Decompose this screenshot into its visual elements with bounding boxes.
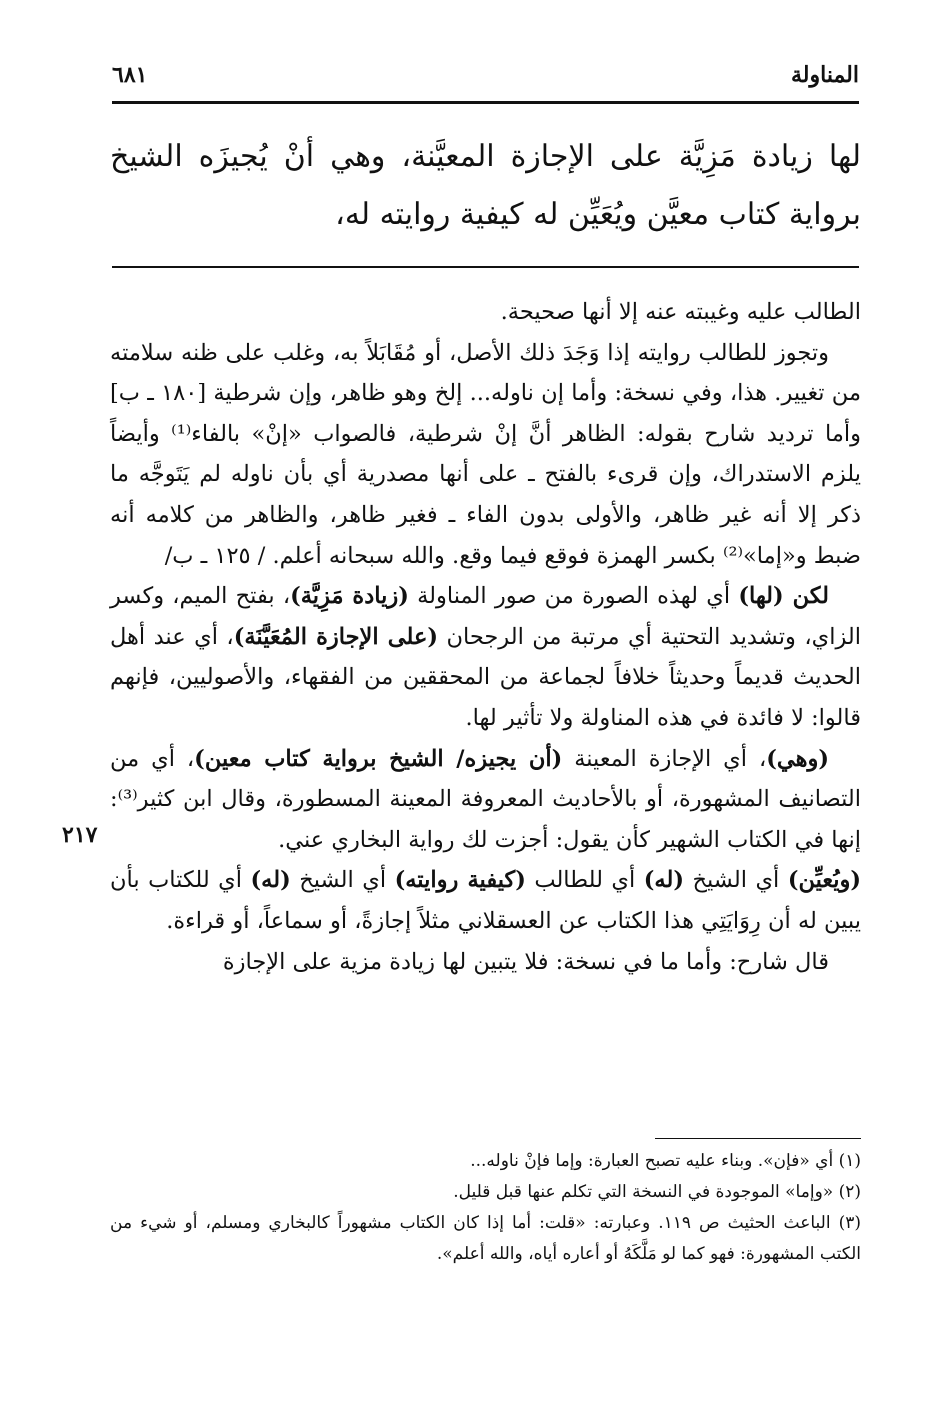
bold-phrase: (على الإجازة المُعَيَّنَة) [233, 623, 439, 650]
footnotes [110, 1146, 861, 1270]
header-rule [112, 101, 859, 104]
footnote-3: (٣) الباعث الحثيث ص ١١٩. وعبارته: «قلت: أما إذا كان الكتاب مشهوراً كالبخاري ومسلم، أو شيء من الكتب المشهورة: فهو كما لو مَلَّكَهُ أو أعاره أياه، والله أعلم». [110, 1213, 861, 1264]
bold-phrase: (أن يجيزه/ الشيخ برواية كتاب معين) [194, 745, 563, 772]
paragraph-3 [110, 576, 861, 738]
chapter-title: المناولة [791, 62, 859, 88]
text-run: أي الشيخ [290, 867, 395, 894]
text-run: أي للطالب [525, 867, 644, 894]
footnote-1: (١) أي «فإن». وبناء عليه تصبح العبارة: وإما فإنْ ناوله... [470, 1151, 861, 1171]
paragraph-2: وتجوز للطالب روايته إذا وَجَدَ ذلك الأصل، أو مُقَابَلاً به، وغلب على ظنه سلامته من تغيير. هذا، وفي نسخة: وأما إن ناوله... إلخ وهو ظاهر، وإن شرطية [١٨٠ ـ ب] وأما ترديد شارح بقوله: الظاهر أنَّ إنْ شرطية، فالصواب «إنْ» بالفاء⁽¹⁾ وأيضاً يلزم الاستدراك، وإن قرىء بالفتح ـ على أنها مصدرية أي بأن ناوله لم يَتَوجَّه ما ذكر إلا أنه غير ظاهر، والأولى بدون الفاء ـ فغير ظاهر، والظاهر من كلامه أنه ضبط و«إما»⁽²⁾ بكسر الهمزة فوقع فيما وقع. والله سبحانه أعلم. / ١٢٥ ـ ب/ [110, 339, 861, 569]
paragraph-1: الطالب عليه وغيبته عنه إلا أنها صحيحة. [500, 299, 861, 325]
bold-phrase: (كيفية روايته) [394, 867, 526, 894]
text-run: أي للكتاب بأن يبين له أن رِوَايَتِي هذا الكتاب عن العسقلاني مثلاً إجازةً، أو سماعاً، أو قراءة. [110, 867, 861, 934]
text-run: ، أي عند أهل الحديث قديماً وحديثاً خلافاً لجماعة من المحققين من الفقهاء، والأصوليين، فإنهم قالوا: لا فائدة في هذه المناولة ولا تأثير لها. [110, 623, 861, 731]
margin-page-reference: ٢١٧ [62, 822, 98, 848]
matn-text: لها زيادة مَزِيَّة على الإجازة المعيَّنة، وهي أنْ يُجيزَه الشيخ برواية كتاب معيَّن ويُعَيِّن له كيفية روايته له، [110, 139, 861, 232]
text-run: أي الشيخ [683, 867, 788, 894]
footnote-separator [655, 1138, 861, 1139]
bold-phrase: (زيادة مَزِيَّة) [290, 583, 409, 610]
bold-phrase: (وهي) [766, 745, 829, 772]
paragraph-6: قال شارح: وأما ما في نسخة: فلا يتبين لها زيادة مزية على الإجازة [222, 948, 829, 975]
bold-phrase: لكن (لها) [738, 583, 829, 610]
paragraph-4 [110, 739, 861, 861]
matn-separator [112, 266, 859, 268]
bold-phrase: (له) [643, 867, 684, 894]
text-run: أي لهذه الصورة من صور المناولة [408, 583, 739, 610]
page-header [112, 56, 859, 102]
bold-phrase: (ويُعيِّن) [787, 867, 862, 894]
footnote-2: (٢) «وإما» الموجودة في النسخة التي تكلم عنها قبل قليل. [453, 1182, 861, 1202]
bold-phrase: (له) [250, 867, 291, 894]
paragraph-5 [110, 860, 861, 941]
text-run: ، أي الإجازة المعينة [562, 745, 767, 772]
commentary-body [110, 292, 861, 982]
text-run: ، بفتح الميم، وكسر الزاي، وتشديد التحتية أي مرتبة من الرجحان [110, 583, 862, 650]
text-run: ، أي من التصانيف المشهورة، أو بالأحاديث المعروفة المعينة المسطورة، وقال ابن كثير⁽³⁾: إنها في الكتاب الشهير كأن يقول: أجزت لك رواية البخاري عني. [110, 745, 861, 853]
page-number: ٦٨١ [112, 62, 148, 88]
